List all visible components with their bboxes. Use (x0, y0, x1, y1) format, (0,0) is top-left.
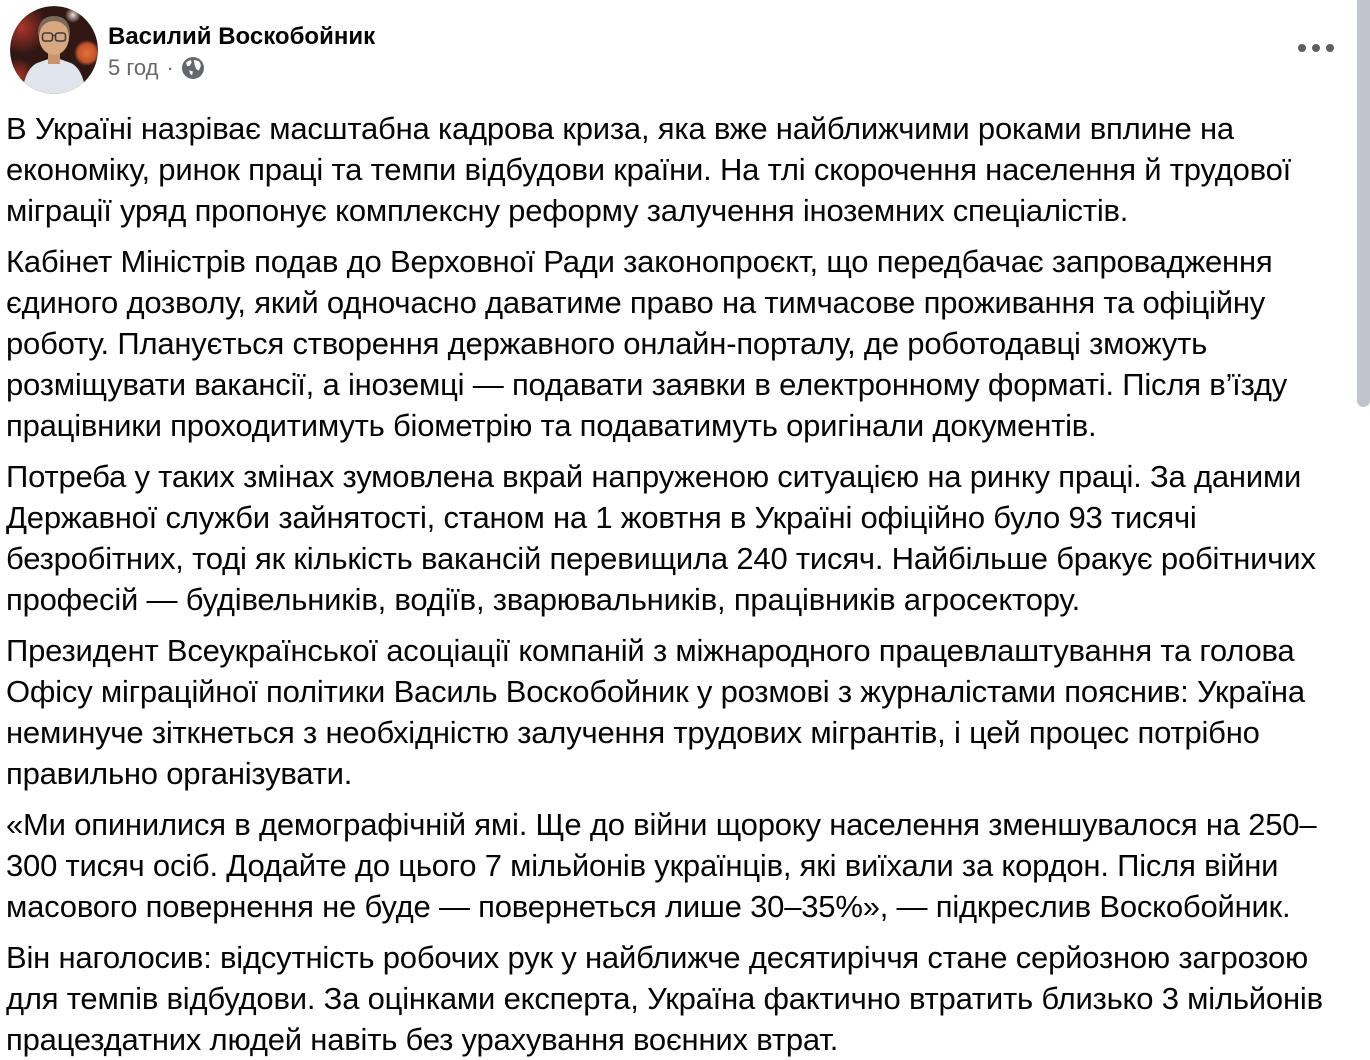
header-info (108, 20, 375, 81)
ellipsis-dot (1312, 44, 1320, 52)
timestamp[interactable]: 5 год (108, 54, 159, 80)
globe-public-icon (182, 57, 204, 79)
post-paragraph: В Україні назріває масштабна кадрова криза, яка вже найближчими роками вплине на економіку, ринок праці та темпи відбудови країни. На тлі скорочення населення й трудової міграції уряд пропонує комплексну реформу залучення іноземних спеціалістів. (6, 111, 1292, 228)
scrollbar-thumb[interactable] (1357, 0, 1370, 407)
ellipsis-dot (1298, 44, 1306, 52)
author-name[interactable]: Василий Воскобойник (108, 22, 376, 50)
post-paragraph: Він наголосив: відсутність робочих рук у найближче десятиріччя стане серйозною загрозою для темпів відбудови. За оцінками експерта, Україна фактично втратить близько 3 мільйонів працездатних людей навіть без урахування воєнних втрат. (6, 940, 1323, 1057)
post-options-button[interactable] (1294, 40, 1338, 56)
post-paragraph: «Ми опинилися в демографічній ямі. Ще до війни щороку населення зменшувалося на 250–300 тисяч осіб. Додайте до цього 7 мільйонів українців, які виїхали за кордон. Після війни масового повернення не буде — повернеться лише 30–35%», — підкреслив Воскобойник. (6, 807, 1317, 924)
post-header (0, 0, 1370, 94)
post-paragraph: Кабінет Міністрів подав до Верховної Ради законопроєкт, що передбачає запровадження єдиного дозволу, який одночасно даватиме право на тимчасове проживання та офіційну роботу. Планується створення державного онлайн-порталу, де роботодавці зможуть розміщувати вакансії, а іноземці — подавати заявки в електронному форматі. Після в’їзду працівники проходитимуть біометрію та подаватимуть оригінали документів. (6, 244, 1288, 443)
scrollbar-track[interactable] (1357, 0, 1370, 1060)
post-paragraph: Президент Всеукраїнської асоціації компаній з міжнародного працевлаштування та голова Офісу міграційної політики Василь Воскобойник у розмові з журналістами пояснив: Україна неминуче зіткнеться з необхідністю залучення трудових мігрантів, і цей процес потрібно правильно організувати. (6, 633, 1305, 791)
meta-separator: · (166, 54, 174, 80)
profile-photo-icon (10, 6, 98, 94)
ellipsis-dot (1326, 44, 1334, 52)
post-body (6, 108, 1342, 1060)
post-meta (108, 55, 375, 81)
avatar[interactable] (10, 6, 98, 94)
post-paragraph: Потреба у таких змінах зумовлена вкрай напруженою ситуацією на ринку праці. За даними Державної служби зайнятості, станом на 1 жовтня в Україні офіційно було 93 тисячі безробітних, тоді як кількість вакансій перевищила 240 тисяч. Найбільше бракує робітничих професій — будівельників, водіїв, зварювальників, працівників агросектору. (6, 459, 1316, 617)
